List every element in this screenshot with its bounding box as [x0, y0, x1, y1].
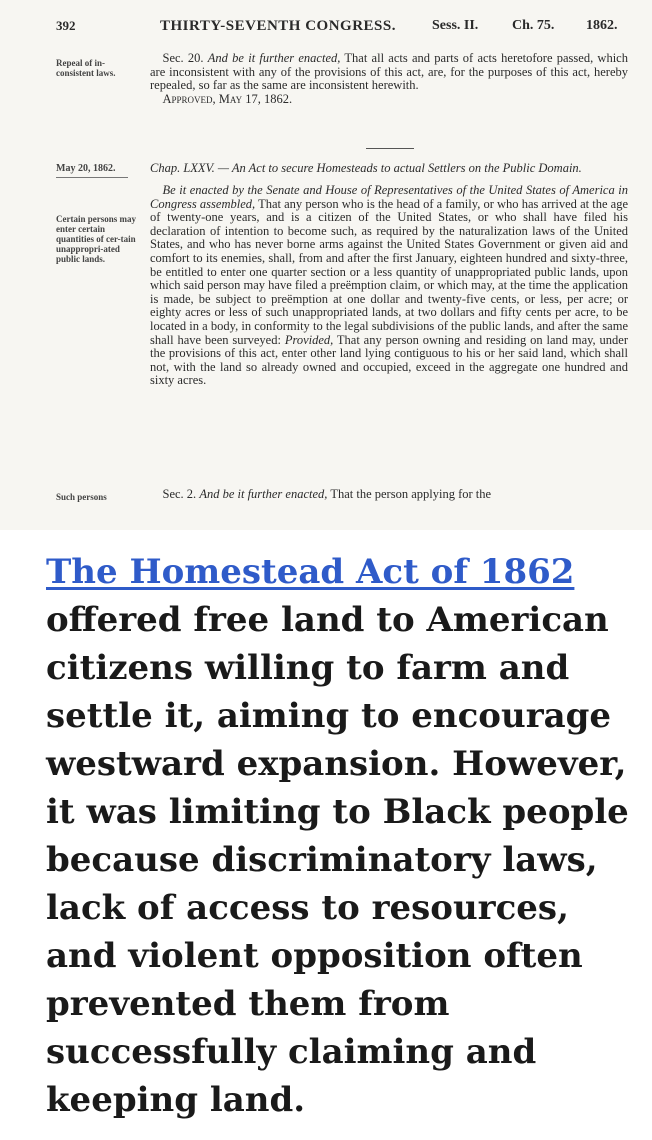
margin-note-entry: Certain persons may enter certain quantities of cer-tain unappropri-ated public lands.	[56, 214, 136, 264]
enacting-clause: Be it enacted by the Senate and House of Representatives of the United States of America in Congress assembled,	[150, 183, 628, 211]
year-label: 1862.	[586, 18, 618, 33]
sec2-body: That the person applying for the	[330, 487, 492, 501]
proviso-text: That any person owning and residing on land may, under the provisions of this act, enter other land lying contiguous to his or her said land, which shall not, with the land so already owned and occupied, exceed in the aggregate one hundred and sixty acres.	[150, 332, 628, 388]
chapter-heading: Chap. LXXV. — An Act to secure Homesteads to actual Settlers on the Public Domain.	[150, 161, 582, 175]
sec2-enact: And be it further enacted,	[199, 487, 328, 501]
statute-scan-image	[0, 0, 652, 530]
margin-note-repeal: Repeal of in-consistent laws.	[56, 58, 116, 78]
sec1-body: That any person who is the head of a family, or who has arrived at the age of twenty-one years, and is a citizen of the United States, or who shall have filed his declaration of intention to become such, as required by the naturalization laws of the United States, and who has never borne arms against the United States Government or given aid and comfort to its enemies, shall, from and after the first January, eighteen hundred and sixty-three, be entitled to enter one quarter section or a less quantity of unappropriated public lands, upon which said person may have filed a preëmption claim, or which may, at the time the application is made, be subject to preëmption at one dollar and twenty-five cents, or less, per acre; or eighty acres or less of such unappropriated lands, at two dollars and fifty cents per acre, to be located in a body, in conformity to the legal subdivisions of the public lands, and after the same shall have been surveyed:	[150, 196, 629, 347]
margin-date: May 20, 1862.	[56, 163, 116, 174]
sec20-lead: Sec. 20.	[162, 51, 204, 65]
margin-note-such-persons: Such persons	[56, 492, 107, 502]
chapter-label: Ch. 75.	[512, 18, 555, 33]
running-title: THIRTY-SEVENTH CONGRESS.	[160, 18, 396, 34]
approved-line: Approved, May 17, 1862.	[162, 91, 293, 106]
proviso-word: Provided,	[284, 332, 334, 347]
sec20-enact: And be it further enacted,	[207, 51, 341, 65]
date-underline	[56, 177, 128, 178]
sec2-lead: Sec. 2.	[162, 487, 197, 501]
sec20-body: That all acts and parts of acts heretofore passed, which are inconsistent with any of the provisions of this act, are, for the purposes of this act, hereby repealed, so far as the same are inconsistent herewith.	[150, 51, 628, 93]
section-1-text	[150, 184, 628, 388]
homestead-act-link[interactable]: The Homestead Act of 1862	[46, 552, 575, 592]
section-divider	[366, 148, 414, 149]
session-label: Sess. II.	[432, 18, 479, 33]
page-number: 392	[56, 18, 76, 33]
caption-body: offered free land to American citizens willing to farm and settle it, aiming to encourage westward expansion. However, it was limiting to Black people because discriminatory laws, lack of access to resources, and violent opposition often prevented them from successfully claiming and keeping land.	[46, 600, 629, 1120]
section-2-text	[150, 488, 628, 502]
section-20-text	[150, 52, 628, 106]
caption-paragraph	[46, 548, 632, 1124]
